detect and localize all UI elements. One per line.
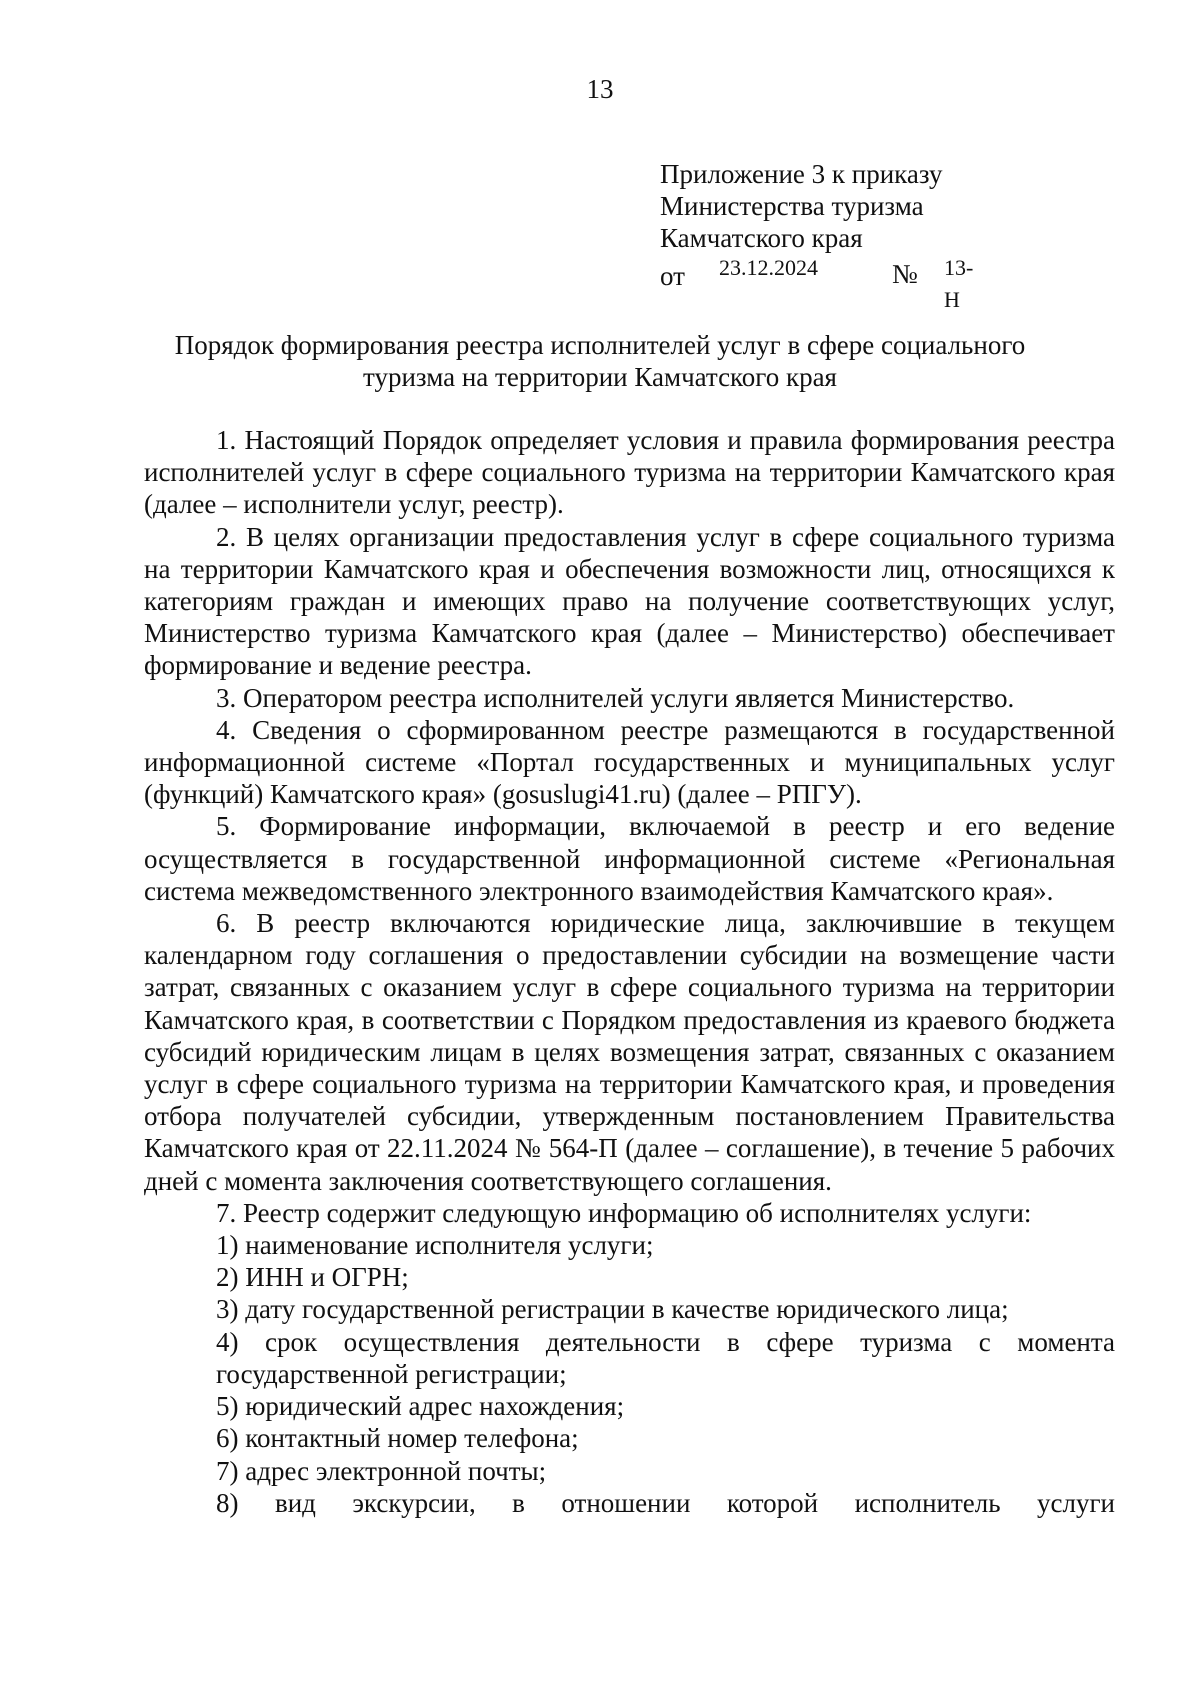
approval-date-row [660,254,974,312]
list-item-4: 4) срок осуществления деятельности в сфере туризма с момента государственной регистрации; [216,1326,1115,1389]
order-date: 23.12.2024 [719,255,818,280]
paragraph-6: 6. В реестр включаются юридические лица, заключившие в текущем календарном году соглашения о предоставлении субсидии на возмещение части затрат, связанных с оказанием услуг в сфере социального туризма на территории Камчатского края, в соответствии с Порядком предоставления из краевого бюджета субсидий юридическим лицам в целях возмещения затрат, связанных с оказанием услуг в сфере социального туризма на территории Камчатского края, и проведения отбора получателей субсидии, утвержденным постановлением Правительства Камчатского края от 22.11.2024 № 564-П (далее – соглашение), в течение 5 рабочих дней с момента заключения соответствующего соглашения. [144,908,1115,1196]
list-item-6: 6) контактный номер телефона; [216,1423,579,1454]
page-number: 13 [586,74,614,104]
paragraph-7: 7. Реестр содержит следующую информацию об исполнителях услуги: [216,1197,1032,1228]
list-item-3: 3) дату государственной регистрации в качестве юридического лица; [216,1294,1009,1325]
approval-line-3: Камчатского края [660,223,863,253]
approval-block [660,158,974,312]
order-number: 13-Н [944,255,974,312]
approval-line-1: Приложение 3 к приказу [660,159,943,189]
number-sign: № [892,259,918,289]
paragraph-4: 4. Сведения о сформированном реестре размещаются в государственной информационной системе «Портал государственных и муниципальных услуг (функций) Камчатского края» (gosuslugi41.ru) (далее – РПГУ). [144,714,1115,810]
list-item-2: 2) ИНН и ОГРН; [216,1262,409,1293]
paragraph-3: 3. Оператором реестра исполнителей услуги является Министерство. [216,682,1015,713]
list-item-7: 7) адрес электронной почты; [216,1455,547,1486]
from-label: от [660,261,685,291]
paragraph-1: 1. Настоящий Порядок определяет условия и правила формирования реестра исполнителей услуг в сфере социального туризма на территории Камчатского края (далее – исполнители услуг, реестр). [144,425,1115,520]
title-line-2: туризма на территории Камчатского края [363,362,837,392]
list-item-8: 8) вид экскурсии, в отношении которой исполнитель услуги [216,1487,1115,1518]
document-body [144,424,1115,1519]
title-line-1: Порядок формирования реестра исполнителей услуг в сфере социального [174,330,1026,360]
approval-line-2: Министерства туризма [660,191,924,221]
paragraph-5: 5. Формирование информации, включаемой в реестр и его ведение осуществляется в государственной информационной системе «Региональная система межведомственного электронного взаимодействия Камчатского края». [144,811,1115,906]
list-item-5: 5) юридический адрес нахождения; [216,1391,625,1422]
list-item-1: 1) наименование исполнителя услуги; [216,1230,654,1261]
paragraph-2: 2. В целях организации предоставления услуг в сфере социального туризма на территории Камчатского края и обеспечения возможности лиц, относящихся к категориям граждан и имеющих право на получение соответствующих услуг, Министерство туризма Камчатского края (далее – Министерство) обеспечивает формирование и ведение реестра. [144,521,1115,681]
document-title [100,329,1100,393]
